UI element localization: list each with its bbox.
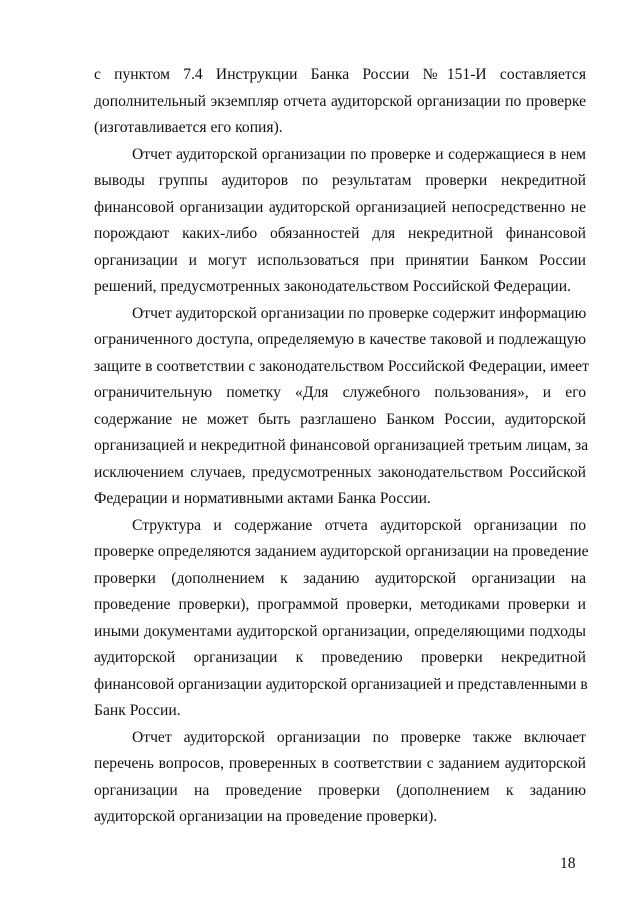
text-line: иными документами аудиторской организации, определяющими подходы — [94, 622, 586, 640]
paragraph-1 — [94, 62, 586, 142]
text-line: финансовой организации аудиторской организацией непосредственно не — [94, 198, 586, 216]
text-line: содержание не может быть разглашено Банком России, аудиторской — [94, 410, 586, 428]
text-line: (изготавливается его копия). — [94, 119, 283, 136]
page-number: 18 — [560, 855, 576, 872]
text-line: Отчет аудиторской организации по проверке и содержащиеся в нем — [132, 145, 586, 163]
text-line: проверке определяются заданием аудиторской организации на проведение — [94, 543, 589, 560]
text-line: порождают каких-либо обязанностей для некредитной финансовой — [94, 225, 586, 242]
text-line: ограничительную пометку «Для служебного пользования», и его — [94, 384, 586, 401]
text-line: Структура и содержание отчета аудиторской организации по — [132, 516, 586, 534]
paragraph-5 — [94, 725, 586, 831]
paragraph-4 — [94, 513, 589, 725]
paragraph-3 — [94, 301, 589, 513]
text-line: защите в соответствии с законодательством Российской Федерации, имеет — [94, 357, 589, 375]
text-line: организацией и некредитной финансовой организацией третьим лицам, за — [94, 437, 589, 454]
text-line: финансовой организации аудиторской организацией и представленными в — [94, 675, 588, 693]
text-line: Банк России. — [94, 702, 181, 719]
paragraph-2 — [94, 142, 586, 301]
text-line: Отчет аудиторской организации по проверке также включает — [132, 728, 586, 746]
text-line: аудиторской организации к проведению проверки некредитной — [94, 649, 586, 666]
text-line: Федерации и нормативными актами Банка России. — [94, 490, 431, 507]
text-line: перечень вопросов, проверенных в соответствии с заданием аудиторской — [94, 755, 586, 772]
text-line: организации на проведение проверки (дополнением к заданию — [94, 781, 586, 799]
text-line: аудиторской организации на проведение проверки). — [94, 808, 438, 825]
text-line: дополнительный экземпляр отчета аудиторской организации по проверке — [94, 92, 586, 110]
document-body — [94, 62, 589, 831]
text-line: ограниченного доступа, определяемую в качестве таковой и подлежащую — [94, 331, 586, 348]
text-line: выводы группы аудиторов по результатам проверки некредитной — [94, 172, 586, 189]
text-line: проведение проверки), программой проверки, методиками проверки и — [94, 596, 586, 613]
text-line: проверки (дополнением к заданию аудиторской организации на — [94, 569, 586, 587]
text-line: с пунктом 7.4 Инструкции Банка России №151-И составляется — [94, 66, 586, 83]
text-line: Отчет аудиторской организации по проверке содержит информацию — [132, 304, 587, 322]
text-line: исключением случаев, предусмотренных законодательством Российской — [94, 463, 586, 481]
text-line: организации и могут использоваться при принятии Банком России — [94, 251, 586, 269]
text-line: решений, предусмотренных законодательством Российской Федерации. — [94, 278, 572, 295]
